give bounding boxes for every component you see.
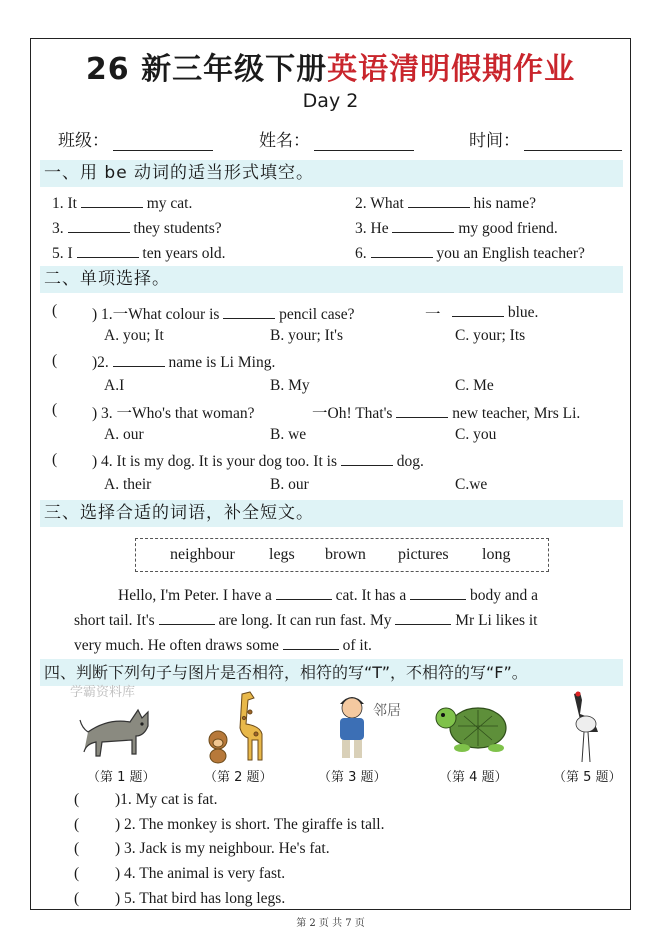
caption-2: （第 2 题） <box>204 770 273 785</box>
answer-blank[interactable] <box>276 585 332 600</box>
section-3-heading: 三、选择合适的词语，补全短文。 <box>40 500 623 527</box>
q1-dash: 一 <box>425 306 441 323</box>
tf-paren[interactable]: ( <box>74 840 80 857</box>
answer-blank[interactable] <box>452 302 504 317</box>
section-2-heading: 二、单项选择。 <box>40 266 623 293</box>
section-1-heading: 一、用 be 动词的适当形式填空。 <box>40 160 623 187</box>
tf-paren[interactable]: ( <box>74 791 80 808</box>
turtle-picture <box>432 696 516 756</box>
q1-option-a[interactable]: A. you; It <box>104 327 164 344</box>
q4-stem: ) 4. It is my dog. It is your dog too. It is dog. <box>92 453 424 470</box>
q1-stem: ) 1.一What colour is pencil case? <box>92 306 355 323</box>
passage-line-1: Hello, I'm Peter. I have a cat. It has a body and a <box>118 587 538 604</box>
answer-blank[interactable] <box>113 352 165 367</box>
giraffe-monkey-picture <box>200 688 276 764</box>
q3-option-b[interactable]: B. we <box>270 426 307 443</box>
answer-blank[interactable] <box>68 218 130 233</box>
answer-blank[interactable] <box>81 193 143 208</box>
answer-blank[interactable] <box>395 610 451 625</box>
q3-option-c[interactable]: C. you <box>455 426 497 443</box>
caption-1: （第 1 题） <box>87 770 156 785</box>
answer-blank[interactable] <box>77 243 139 258</box>
crane-picture <box>560 688 606 764</box>
tf-paren[interactable]: ( <box>74 865 80 882</box>
answer-blank[interactable] <box>408 193 470 208</box>
answer-blank[interactable] <box>410 585 466 600</box>
q2-stem: )2. name is Li Ming. <box>92 354 276 371</box>
q2-option-a[interactable]: A.I <box>104 377 125 394</box>
q3-reply: 一Oh! That's new teacher, Mrs Li. <box>312 405 581 422</box>
q1-option-b[interactable]: B. your; It's <box>270 327 343 344</box>
time-blank[interactable] <box>524 132 622 151</box>
q1-paren[interactable]: ( <box>52 302 58 319</box>
q4-option-b[interactable]: B. our <box>270 476 309 493</box>
page-title <box>0 44 661 88</box>
tf-statement-5: ) 5. That bird has long legs. <box>115 890 286 907</box>
tf-statement-2: ) 2. The monkey is short. The giraffe is tall. <box>115 816 385 833</box>
tf-statement-3: ) 3. Jack is my neighbour. He's fat. <box>115 840 330 857</box>
q4-paren[interactable]: ( <box>52 451 58 468</box>
q1-option-c[interactable]: C. your; Its <box>455 327 526 344</box>
word-bank-item: brown <box>325 546 366 563</box>
answer-blank[interactable] <box>159 610 215 625</box>
s1-item-6: 6. you an English teacher? <box>355 245 585 262</box>
q3-option-a[interactable]: A. our <box>104 426 144 443</box>
day-label: Day 2 <box>302 90 359 112</box>
s1-item-2: 2. What his name? <box>355 195 536 212</box>
q2-option-b[interactable]: B. My <box>270 377 310 394</box>
answer-blank[interactable] <box>283 635 339 650</box>
tf-statement-1: )1. My cat is fat. <box>115 791 218 808</box>
time-field: 时间： <box>469 126 622 151</box>
answer-blank[interactable] <box>341 451 393 466</box>
q1-answer: blue. <box>452 302 538 322</box>
answer-blank[interactable] <box>371 243 433 258</box>
neighbour-tag: 邻居 <box>373 703 401 719</box>
q4-option-c[interactable]: C.we <box>455 476 488 493</box>
boy-picture <box>332 690 372 762</box>
passage-line-2: short tail. It's are long. It can run fast. My Mr Li likes it <box>74 612 538 629</box>
tf-paren[interactable]: ( <box>74 890 80 907</box>
q2-option-c[interactable]: C. Me <box>455 377 494 394</box>
q3-paren[interactable]: ( <box>52 401 58 418</box>
tf-paren[interactable]: ( <box>74 816 80 833</box>
name-field: 姓名： <box>259 126 414 151</box>
class-field: 班级： <box>58 126 213 151</box>
watermark: 学霸资料库 <box>70 685 136 700</box>
caption-4: （第 4 题） <box>439 770 508 785</box>
word-bank <box>135 538 549 572</box>
caption-3: （第 3 题） <box>318 770 387 785</box>
section-4-heading: 四、判断下列句子与图片是否相符，相符的写“T”，不相符的写“F”。 <box>40 659 623 686</box>
name-blank[interactable] <box>314 132 414 151</box>
q3-stem: ) 3. 一Who's that woman? <box>92 405 255 422</box>
s1-item-1: 1. It my cat. <box>52 195 193 212</box>
cat-picture <box>78 692 160 764</box>
caption-5: （第 5 题） <box>553 770 622 785</box>
word-bank-item: legs <box>269 546 295 563</box>
word-bank-item: pictures <box>398 546 449 563</box>
tf-statement-4: ) 4. The animal is very fast. <box>115 865 286 882</box>
s1-item-3: 3. they students? <box>52 220 222 237</box>
s1-item-5: 5. I ten years old. <box>52 245 226 262</box>
passage-line-3: very much. He often draws some of it. <box>74 637 372 654</box>
page-number: 第 2 页 共 7 页 <box>296 918 365 929</box>
title-prefix: 26 新三年级下册 <box>85 52 328 87</box>
answer-blank[interactable] <box>396 403 448 418</box>
class-blank[interactable] <box>113 132 213 151</box>
q2-paren[interactable]: ( <box>52 352 58 369</box>
answer-blank[interactable] <box>392 218 454 233</box>
s1-item-4: 3. He my good friend. <box>355 220 558 237</box>
title-highlight: 英语清明假期作业 <box>327 52 576 87</box>
word-bank-item: neighbour <box>170 546 235 563</box>
word-bank-item: long <box>482 546 511 563</box>
q4-option-a[interactable]: A. their <box>104 476 152 493</box>
answer-blank[interactable] <box>223 304 275 319</box>
